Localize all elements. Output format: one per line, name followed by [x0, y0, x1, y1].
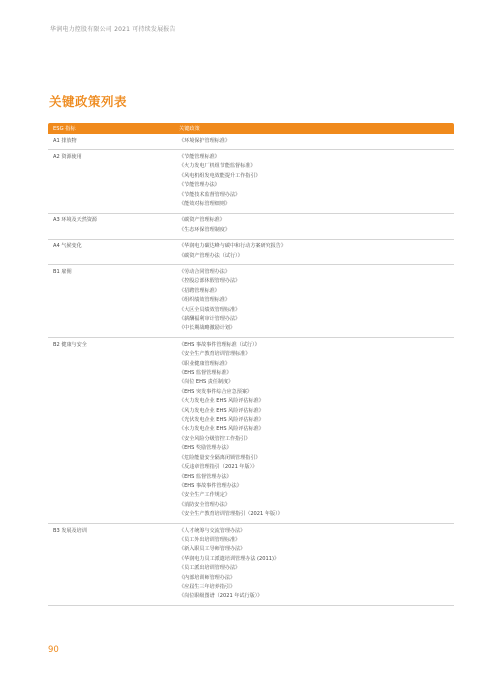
esg-indicator-cell: B1 雇佣: [48, 265, 174, 338]
policy-item: 《节能技术监督管理办法》: [179, 191, 241, 198]
policy-item: 《劳动合同管理办法》: [179, 268, 230, 275]
policy-item: 《大区全员绩效管理标准》: [179, 306, 241, 313]
policy-item: 《内部培训师管理办法》: [179, 574, 236, 581]
policy-item: 《生态环保管理制度》: [179, 226, 230, 233]
policy-item: 《碳资产管理标准》: [179, 217, 225, 224]
table-header-row: [48, 123, 454, 134]
key-policies-cell: [174, 213, 454, 239]
policy-item: 《岗位 EHS 责任制度》: [179, 379, 234, 386]
policy-item: 《水力发电企业 EHS 风险评估标准》: [179, 426, 264, 433]
policy-item: 《EHS 奖励管理办法》: [179, 445, 232, 452]
key-policies-cell: [174, 239, 454, 265]
policy-item: 《EHS 事故事件管理标准（试行）》: [179, 341, 260, 348]
esg-indicator-cell: B2 健康与安全: [48, 338, 174, 524]
table-row: [48, 213, 454, 239]
policy-item: 《节能管理办法》: [179, 182, 220, 189]
table-row: [48, 265, 454, 338]
policy-item: 《碳资产管理办法（试行）》: [179, 252, 243, 259]
policy-item: 《新入职员工导师管理办法》: [179, 546, 246, 553]
table-row: [48, 524, 454, 606]
policy-item: 《中长期战略激励计划》: [179, 325, 236, 332]
esg-indicator-cell: A3 环境及天然资源: [48, 213, 174, 239]
policy-item: 《火力发电企业 EHS 风险评估标准》: [179, 398, 264, 405]
policy-item: 《EHS 事故事件管理办法》: [179, 482, 242, 489]
policy-item: 《应届生三年培养指引》: [179, 583, 236, 590]
policy-item: 《招聘管理标准》: [179, 287, 220, 294]
policy-item: 《环境保护管理标准》: [179, 137, 230, 144]
policy-item: 《火力发电厂机组节能监督标准》: [179, 163, 256, 170]
policy-item: 《EHS 监督管理标准》: [179, 370, 232, 377]
policy-item: 《风电机组发电效能提升工作指引》: [179, 172, 261, 179]
policy-item: 《员工派出培训管理办法》: [179, 565, 241, 572]
column-header-key-policy: 关键政策: [174, 123, 454, 134]
policy-item: 《光伏发电企业 EHS 风险评估标准》: [179, 417, 264, 424]
policy-item: 《安全生产工作规定》: [179, 492, 230, 499]
policy-item: 《职业健康管理标准》: [179, 360, 230, 367]
policy-item: 《EHS 突发事件综合应急预案》: [179, 388, 253, 395]
table-row: [48, 338, 454, 524]
key-policies-cell: [174, 265, 454, 338]
policy-item: 《控股总部休假管理办法》: [179, 278, 241, 285]
key-policies-cell: [174, 524, 454, 606]
policy-item: 《岗位职级图谱（2021 年试行版）》: [179, 593, 263, 600]
policy-item: 《安全生产教育培训管理指引（2021 年版）》: [179, 511, 283, 518]
policy-item: 《华润电力碳达峰与碳中和行动方案研究报告》: [179, 243, 286, 250]
policy-item: 《EHS 监督管理办法》: [179, 473, 232, 480]
table-row: [48, 150, 454, 213]
policy-item: 《华润电力员工派遣培训管理办法 (2011)》: [179, 555, 280, 562]
policy-item: 《员工外出培训管理标准》: [179, 536, 241, 543]
page-number: 90: [48, 645, 59, 655]
esg-indicator-cell: A2 资源使用: [48, 150, 174, 213]
policy-table: [48, 123, 454, 606]
section-title: 关键政策列表: [49, 94, 128, 109]
table-row: [48, 239, 454, 265]
policy-item: 《反违章管理指引（2021 年版）》: [179, 464, 258, 471]
policy-item: 《危险能量安全隔离闭锁管理指引》: [179, 454, 261, 461]
policy-item: 《能效对标管理细则》: [179, 200, 230, 207]
esg-indicator-cell: A1 排放物: [48, 134, 174, 150]
table-row: [48, 134, 454, 150]
table-body: [48, 134, 454, 606]
policy-item: 《消防安全管理办法》: [179, 501, 230, 508]
policy-item: 《节能管理标准》: [179, 153, 220, 160]
policy-item: 《安全生产教育培训管理标准》: [179, 351, 251, 358]
running-header: 华润电力控股有限公司 2021 可持续发展报告: [50, 26, 176, 33]
key-policies-cell: [174, 150, 454, 213]
policy-item: 《人才统筹与交流管理办法》: [179, 527, 246, 534]
column-header-esg-indicator: ESG 指标: [48, 123, 174, 134]
policy-item: 《安全风险分级管控工作指引》: [179, 435, 251, 442]
policy-item: 《薪酬福利审计管理办法》: [179, 316, 241, 322]
key-policies-cell: [174, 338, 454, 524]
esg-indicator-cell: A4 气候变化: [48, 239, 174, 265]
esg-indicator-cell: B3 发展及培训: [48, 524, 174, 606]
policy-item: 《组织绩效管理标准》: [179, 297, 230, 304]
key-policies-cell: [174, 134, 454, 150]
policy-item: 《风力发电企业 EHS 风险评估标准》: [179, 407, 264, 414]
